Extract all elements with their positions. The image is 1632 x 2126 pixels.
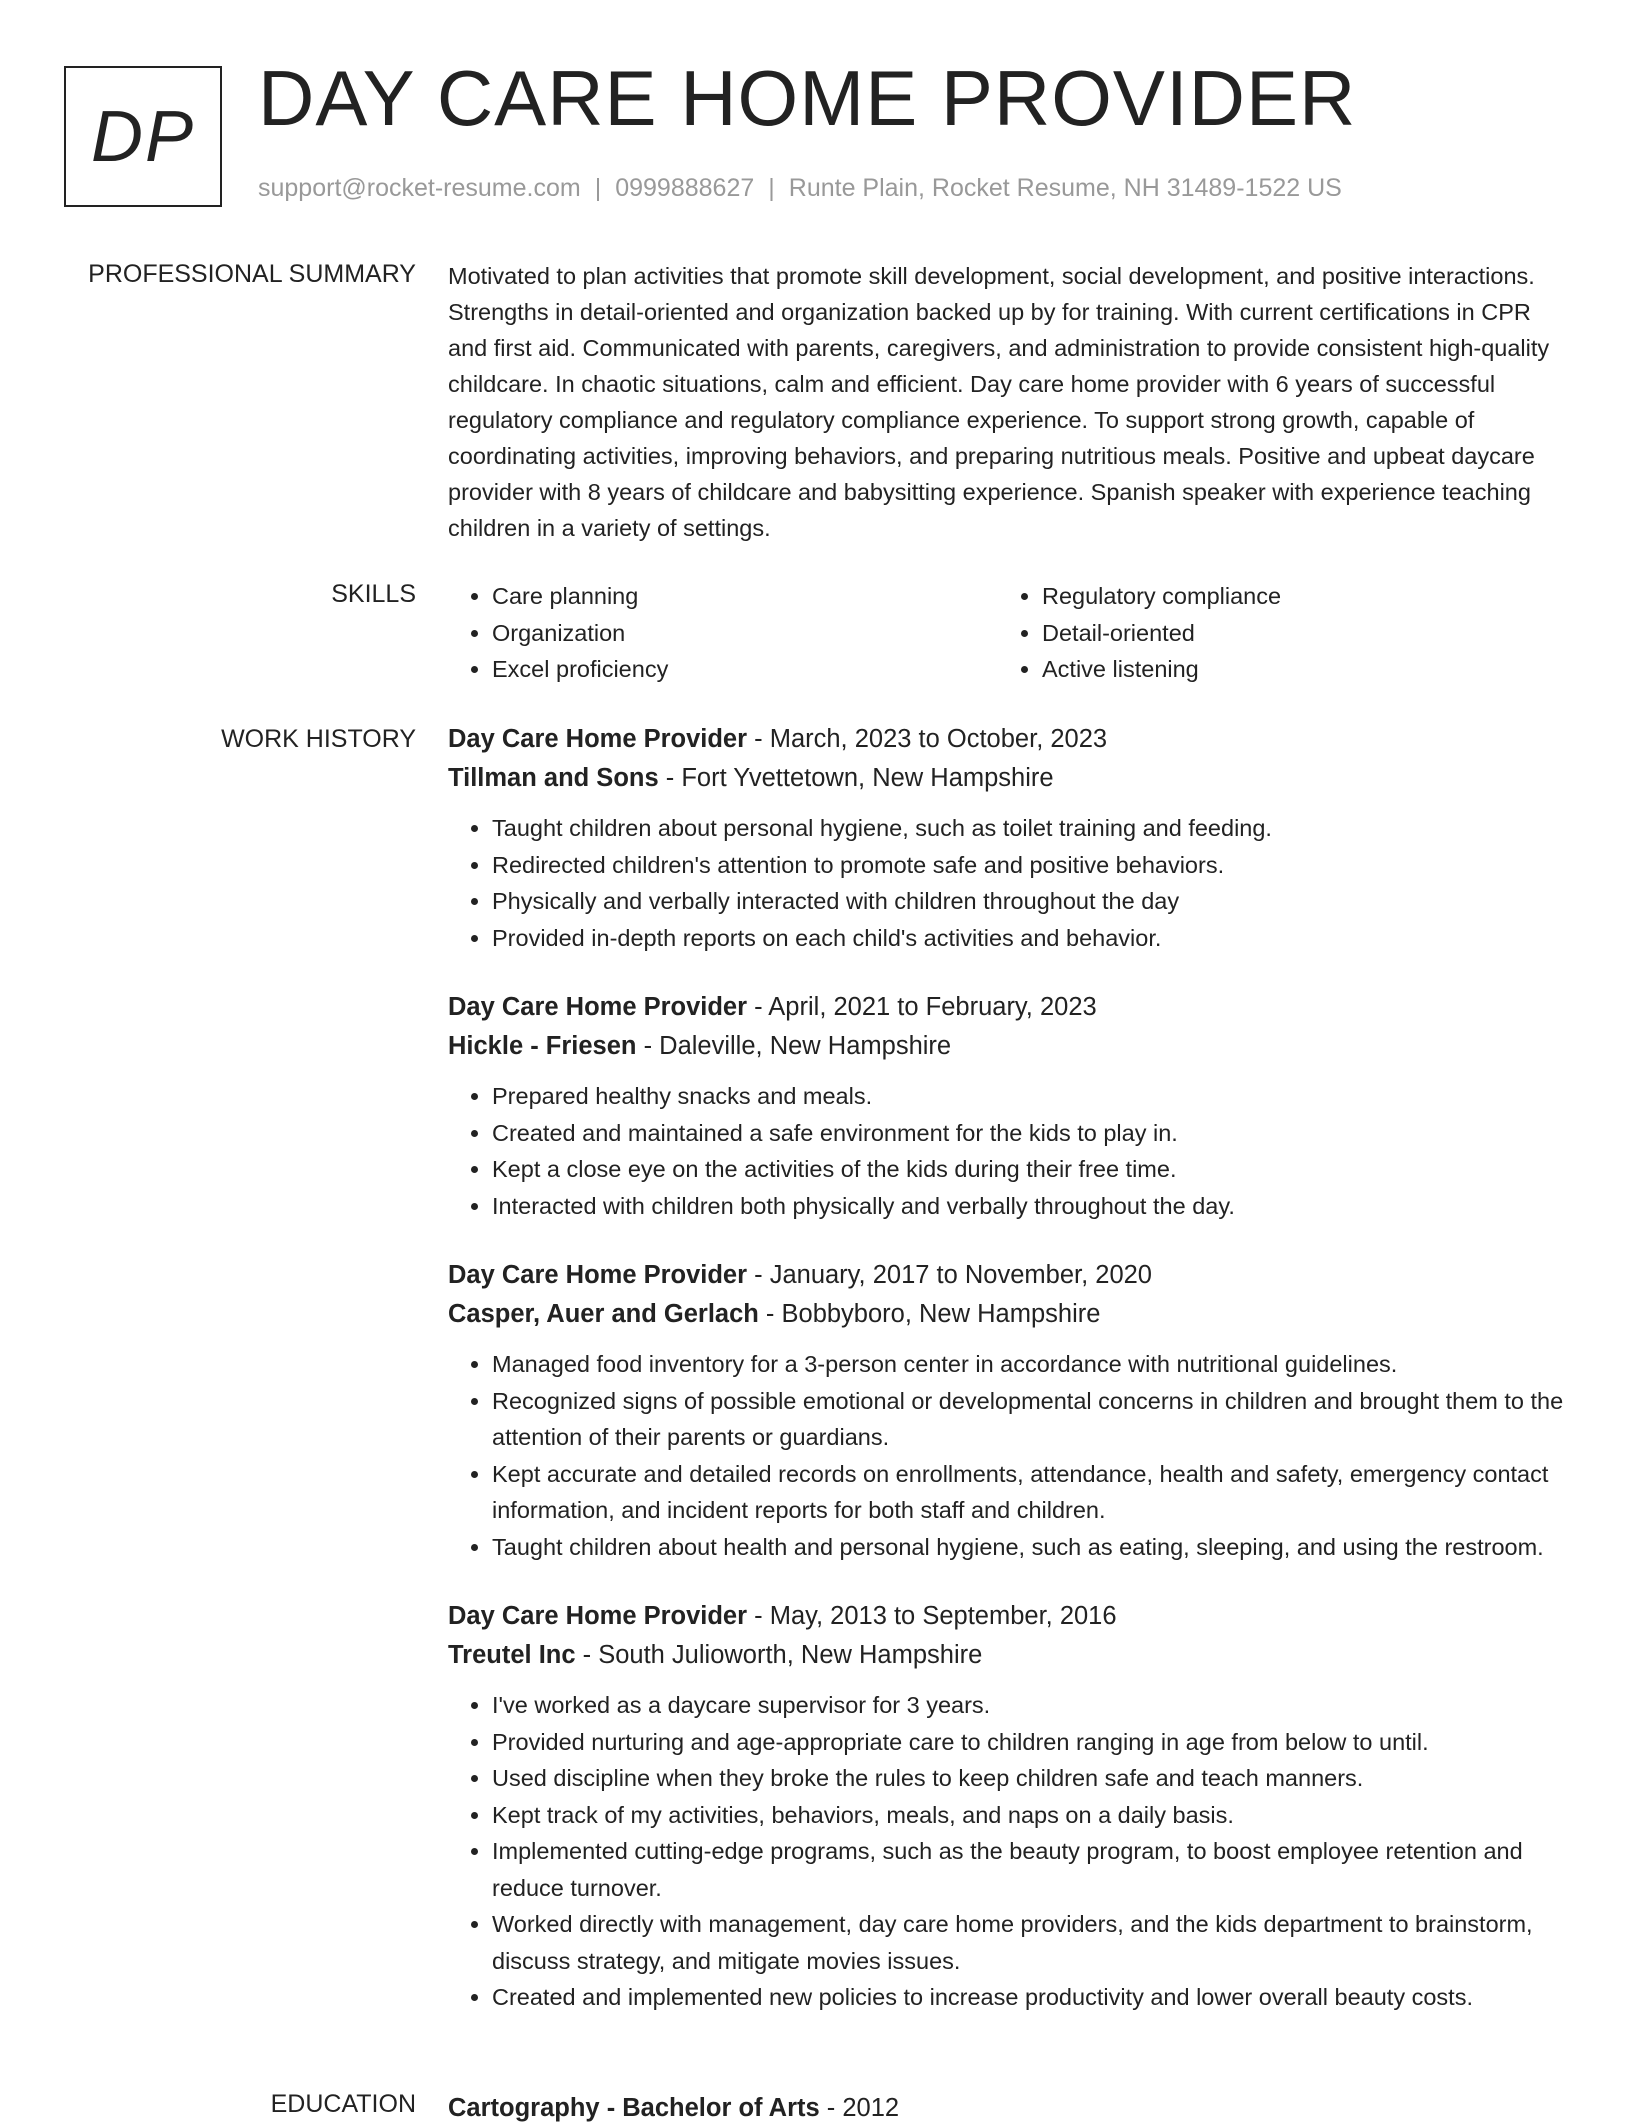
summary-label: PROFESSIONAL SUMMARY xyxy=(88,260,416,288)
job-bullet: • Taught children about personal hygiene, such as toilet training and feeding. xyxy=(492,810,1564,847)
job-company-line xyxy=(448,1636,1564,1675)
education-degree: Cartography - Bachelor of Arts xyxy=(448,2094,820,2122)
job-dates: - April, 2021 to February, 2023 xyxy=(747,993,1097,1021)
job-company-line xyxy=(448,759,1564,798)
job-title-line xyxy=(448,1597,1564,1636)
initials-monogram: DP xyxy=(64,66,222,207)
job-bullet: • Physically and verbally interacted with children throughout the day xyxy=(492,883,1564,920)
job-bullet: • Created and maintained a safe environment for the kids to play in. xyxy=(492,1115,1564,1152)
job-bullet: • Kept track of my activities, behaviors, meals, and naps on a daily basis. xyxy=(492,1797,1564,1834)
contact-email[interactable]: support@rocket-resume.com xyxy=(258,174,581,202)
contact-phone[interactable]: 0999888627 xyxy=(615,174,755,202)
job-bullet: • Created and implemented new policies to increase productivity and lower overall beauty costs. xyxy=(492,1979,1564,2016)
skills-body xyxy=(448,578,1564,688)
job-title: Day Care Home Provider xyxy=(448,1261,748,1289)
job-dates: - January, 2017 to November, 2020 xyxy=(747,1261,1152,1289)
job-bullet: • I've worked as a daycare supervisor for 3 years. xyxy=(492,1687,1564,1724)
education-label: EDUCATION xyxy=(270,2090,416,2118)
contact-line xyxy=(258,174,1342,203)
contact-address: Runte Plain, Rocket Resume, NH 31489-1522 US xyxy=(788,174,1342,202)
job-bullet: • Prepared healthy snacks and meals. xyxy=(492,1078,1564,1115)
job-bullet: • Provided nurturing and age-appropriate care to children ranging in age from below to until. xyxy=(492,1724,1564,1761)
job-bullet: • Redirected children's attention to promote safe and positive behaviors. xyxy=(492,847,1564,884)
work-history-label: WORK HISTORY xyxy=(221,725,416,753)
job-location: - Fort Yvettetown, New Hampshire xyxy=(658,764,1054,792)
job-title: Day Care Home Provider xyxy=(448,1602,748,1630)
job-bullet: • Interacted with children both physically and verbally throughout the day. xyxy=(492,1188,1564,1225)
job-location: - South Julioworth, New Hampshire xyxy=(575,1641,983,1669)
skill-item: • Care planning xyxy=(492,578,998,615)
job-dates: - May, 2013 to September, 2016 xyxy=(747,1602,1117,1630)
skills-list-right xyxy=(998,578,1548,688)
skills-list-left xyxy=(448,578,998,688)
job-title-line xyxy=(448,720,1564,759)
job-location: - Daleville, New Hampshire xyxy=(636,1032,952,1060)
job-bullet: • Used discipline when they broke the rules to keep children safe and teach manners. xyxy=(492,1760,1564,1797)
job-bullet: • Recognized signs of possible emotional or developmental concerns in children and brought them to the attention of their parents or guardians. xyxy=(492,1383,1564,1456)
education-year: - 2012 xyxy=(819,2094,900,2122)
skill-item: • Organization xyxy=(492,615,998,652)
contact-separator: | xyxy=(594,174,602,202)
skill-item: • Detail-oriented xyxy=(1042,615,1548,652)
job-company: Treutel Inc xyxy=(448,1641,576,1669)
job-bullets xyxy=(448,810,1564,956)
job-company: Hickle - Friesen xyxy=(448,1032,637,1060)
job-bullets xyxy=(448,1346,1564,1565)
contact-separator: | xyxy=(768,174,775,202)
job-bullets xyxy=(448,1078,1564,1224)
job-bullet: • Taught children about health and personal hygiene, such as eating, sleeping, and using the restroom. xyxy=(492,1529,1564,1566)
summary-text: Motivated to plan activities that promote skill development, social development, and positive interactions. Strengths in detail-oriented and organization backed up by for training. With current certifications in CPR and first aid. Communicated with parents, caregivers, and administration to provide consistent high-quality childcare. In chaotic situations, calm and efficient. Day care home provider with 6 years of successful regulatory compliance and regulatory compliance experience. To support strong growth, capable of coordinating activities, improving behaviors, and preparing nutritious meals. Positive and upbeat daycare provider with 8 years of childcare and babysitting experience. Spanish speaker with experience teaching children in a variety of settings. xyxy=(448,263,1550,541)
job-title-line xyxy=(448,1256,1564,1295)
summary-body xyxy=(448,258,1564,546)
skills-label: SKILLS xyxy=(331,580,416,608)
job-title: Day Care Home Provider xyxy=(448,725,748,753)
job-entry xyxy=(448,1597,1564,2016)
resume-name-title: DAY CARE HOME PROVIDER xyxy=(258,54,1357,142)
education-body xyxy=(448,2090,1564,2126)
job-bullet: • Kept accurate and detailed records on enrollments, attendance, health and safety, emergency contact information, and incident reports for both staff and children. xyxy=(492,1456,1564,1529)
education-line xyxy=(448,2090,1564,2126)
job-title-line xyxy=(448,988,1564,1027)
job-entry xyxy=(448,1256,1564,1565)
work-history-body xyxy=(448,720,1564,2048)
job-company-line xyxy=(448,1295,1564,1334)
job-entry xyxy=(448,988,1564,1224)
skill-item: • Regulatory compliance xyxy=(1042,578,1548,615)
job-bullet: • Implemented cutting-edge programs, such as the beauty program, to boost employee retention and reduce turnover. xyxy=(492,1833,1564,1906)
job-dates: - March, 2023 to October, 2023 xyxy=(747,725,1108,753)
job-bullet: • Managed food inventory for a 3-person center in accordance with nutritional guidelines. xyxy=(492,1346,1564,1383)
skill-item: • Excel proficiency xyxy=(492,651,998,688)
job-entry xyxy=(448,720,1564,956)
job-bullet: • Kept a close eye on the activities of the kids during their free time. xyxy=(492,1151,1564,1188)
job-bullet: • Worked directly with management, day care home providers, and the kids department to brainstorm, discuss strategy, and mitigate movies issues. xyxy=(492,1906,1564,1979)
job-bullets xyxy=(448,1687,1564,2016)
skill-item: • Active listening xyxy=(1042,651,1548,688)
job-bullet: • Provided in-depth reports on each child's activities and behavior. xyxy=(492,920,1564,957)
job-company: Tillman and Sons xyxy=(448,764,659,792)
job-title: Day Care Home Provider xyxy=(448,993,748,1021)
job-company: Casper, Auer and Gerlach xyxy=(448,1300,759,1328)
job-location: - Bobbyboro, New Hampshire xyxy=(758,1300,1101,1328)
job-company-line xyxy=(448,1027,1564,1066)
